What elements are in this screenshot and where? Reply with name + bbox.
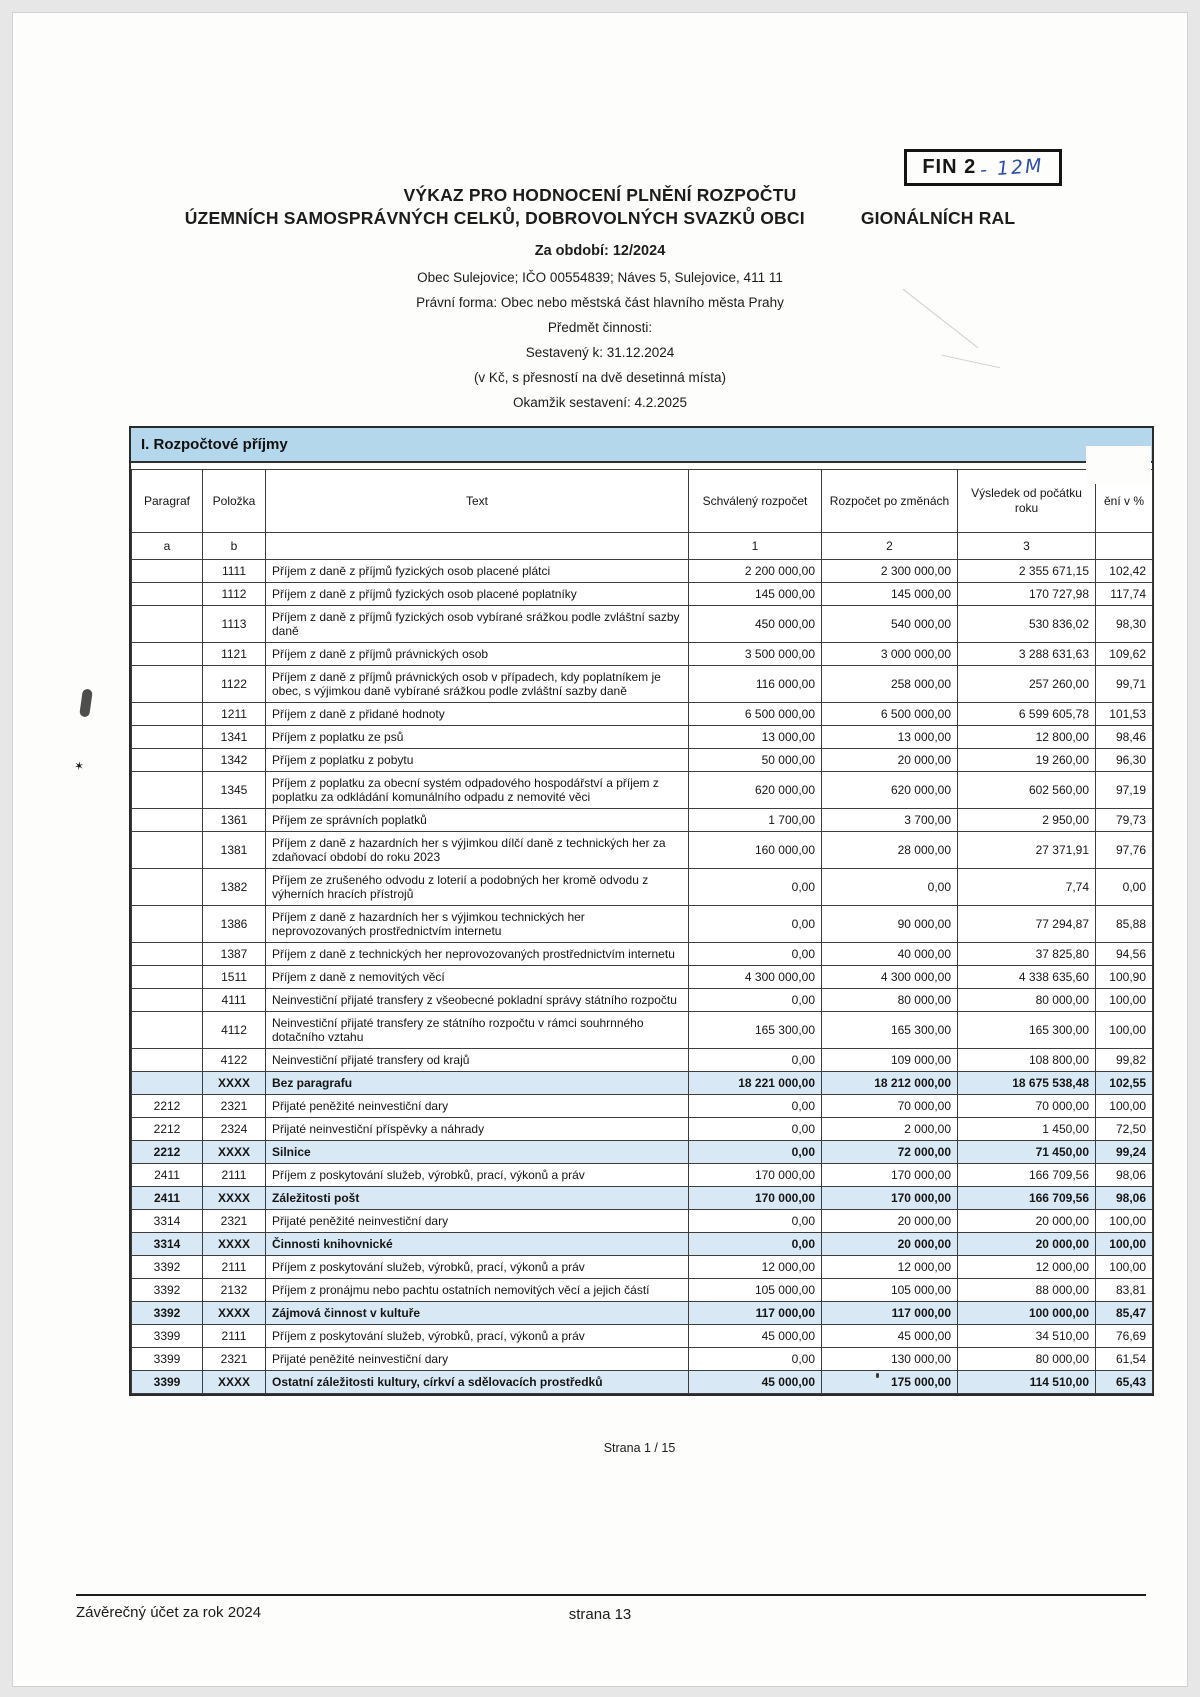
- cell-vysledek: 19 260,00: [958, 749, 1096, 772]
- cell-paragraf: 3392: [132, 1256, 203, 1279]
- cell-vysledek: 18 675 538,48: [958, 1072, 1096, 1095]
- cell-plneni-pct: 72,50: [1096, 1118, 1153, 1141]
- compilation-moment-line: Okamžik sestavení: 4.2.2025: [512, 395, 688, 410]
- report-title-line2: [13, 208, 1187, 229]
- cell-vysledek: 108 800,00: [958, 1049, 1096, 1072]
- cell-schvaleny: 0,00: [689, 906, 822, 943]
- cell-plneni-pct: 97,19: [1096, 772, 1153, 809]
- cell-plneni-pct: 85,47: [1096, 1302, 1153, 1325]
- cell-po-zmenach: 145 000,00: [822, 583, 958, 606]
- cell-schvaleny: 3 500 000,00: [689, 643, 822, 666]
- cell-vysledek: 34 510,00: [958, 1325, 1096, 1348]
- cell-plneni-pct: 100,00: [1096, 1210, 1153, 1233]
- rows-body: [132, 560, 1153, 1394]
- col-header-schvaleny-rozpocet: Schválený rozpočet: [689, 470, 822, 533]
- cell-po-zmenach: 70 000,00: [822, 1095, 958, 1118]
- cell-po-zmenach: 4 300 000,00: [822, 966, 958, 989]
- cell-plneni-pct: 97,76: [1096, 832, 1153, 869]
- table-row: [132, 1371, 1153, 1394]
- report-title-line1: VÝKAZ PRO HODNOCENÍ PLNĚNÍ ROZPOČTU: [403, 185, 797, 205]
- cell-polozka: 1511: [203, 966, 266, 989]
- footer-document-title: Závěrečný účet za rok 2024: [76, 1604, 262, 1621]
- cell-polozka: 1342: [203, 749, 266, 772]
- cell-vysledek: 20 000,00: [958, 1210, 1096, 1233]
- scan-artifact-handmark: ✶: [72, 758, 86, 774]
- cell-schvaleny: 2 200 000,00: [689, 560, 822, 583]
- table-row: [132, 749, 1153, 772]
- cell-text: Příjem z poplatku za obecní systém odpadového hospodářství a příjem z poplatku za odkládání komunálního odpadu z nemovité věci: [266, 772, 689, 809]
- cell-polozka: 4112: [203, 1012, 266, 1049]
- cell-paragraf: [132, 1049, 203, 1072]
- cell-polozka: XXXX: [203, 1371, 266, 1394]
- cell-paragraf: [132, 966, 203, 989]
- cell-polozka: 2111: [203, 1325, 266, 1348]
- cell-paragraf: 3392: [132, 1279, 203, 1302]
- cell-po-zmenach: 90 000,00: [822, 906, 958, 943]
- cell-po-zmenach: 20 000,00: [822, 1233, 958, 1256]
- cell-plneni-pct: 100,00: [1096, 1095, 1153, 1118]
- table-row: [132, 1164, 1153, 1187]
- cell-text: Neinvestiční přijaté transfery z všeobecné pokladní správy státního rozpočtu: [266, 989, 689, 1012]
- table-row: [132, 943, 1153, 966]
- cell-po-zmenach: 28 000,00: [822, 832, 958, 869]
- table-page-note: Strana 1 / 15: [603, 1441, 676, 1455]
- table-row: [132, 772, 1153, 809]
- cell-paragraf: [132, 560, 203, 583]
- cell-polozka: 1345: [203, 772, 266, 809]
- budget-revenues-table: [129, 426, 1154, 1396]
- cell-text: Příjem z daně z přidané hodnoty: [266, 703, 689, 726]
- precision-note-line: (v Kč, s přesností na dvě desetinná místa): [473, 370, 727, 385]
- cell-po-zmenach: 105 000,00: [822, 1279, 958, 1302]
- cell-schvaleny: 145 000,00: [689, 583, 822, 606]
- cell-po-zmenach: 2 300 000,00: [822, 560, 958, 583]
- cell-paragraf: [132, 1072, 203, 1095]
- cell-vysledek: 20 000,00: [958, 1233, 1096, 1256]
- cell-po-zmenach: 6 500 000,00: [822, 703, 958, 726]
- cell-polozka: 2321: [203, 1210, 266, 1233]
- cell-polozka: 1361: [203, 809, 266, 832]
- cell-paragraf: [132, 989, 203, 1012]
- cell-paragraf: [132, 869, 203, 906]
- cell-paragraf: [132, 772, 203, 809]
- cell-text: Neinvestiční přijaté transfery ze státního rozpočtu v rámci souhrnného dotačního vztahu: [266, 1012, 689, 1049]
- table-row: [132, 1141, 1153, 1164]
- cell-plneni-pct: 98,06: [1096, 1164, 1153, 1187]
- cell-plneni-pct: 85,88: [1096, 906, 1153, 943]
- cell-plneni-pct: 83,81: [1096, 1279, 1153, 1302]
- cell-plneni-pct: 117,74: [1096, 583, 1153, 606]
- cell-po-zmenach: 45 000,00: [822, 1325, 958, 1348]
- cell-text: Příjem z daně z nemovitých věcí: [266, 966, 689, 989]
- cell-vysledek: 37 825,80: [958, 943, 1096, 966]
- cell-plneni-pct: 101,53: [1096, 703, 1153, 726]
- cell-polozka: 1386: [203, 906, 266, 943]
- table-row: [132, 1210, 1153, 1233]
- report-title-line2-right: GIONÁLNÍCH RAL: [860, 208, 1016, 228]
- cell-po-zmenach: 117 000,00: [822, 1302, 958, 1325]
- cell-plneni-pct: 100,90: [1096, 966, 1153, 989]
- table-row: [132, 1187, 1153, 1210]
- table-row: [132, 1095, 1153, 1118]
- table-row: [132, 703, 1153, 726]
- cell-vysledek: 88 000,00: [958, 1279, 1096, 1302]
- cell-paragraf: [132, 749, 203, 772]
- cell-vysledek: 70 000,00: [958, 1095, 1096, 1118]
- cell-schvaleny: 0,00: [689, 943, 822, 966]
- cell-plneni-pct: 100,00: [1096, 1256, 1153, 1279]
- col-header-text: Text: [266, 470, 689, 533]
- scanned-page: [12, 12, 1188, 1687]
- cell-polozka: 2321: [203, 1348, 266, 1371]
- table-row: [132, 869, 1153, 906]
- cell-text: Příjem z pronájmu nebo pachtu ostatních nemovitých věcí a jejich částí: [266, 1279, 689, 1302]
- cell-schvaleny: 170 000,00: [689, 1164, 822, 1187]
- table-row: [132, 643, 1153, 666]
- cell-vysledek: 114 510,00: [958, 1371, 1096, 1394]
- cell-text: Příjem z poskytování služeb, výrobků, prací, výkonů a práv: [266, 1256, 689, 1279]
- cell-vysledek: 27 371,91: [958, 832, 1096, 869]
- cell-vysledek: 12 000,00: [958, 1256, 1096, 1279]
- cell-schvaleny: 160 000,00: [689, 832, 822, 869]
- cell-plneni-pct: 98,46: [1096, 726, 1153, 749]
- cell-po-zmenach: 258 000,00: [822, 666, 958, 703]
- cell-po-zmenach: 170 000,00: [822, 1164, 958, 1187]
- compiled-date-line: Sestavený k: 31.12.2024: [525, 345, 675, 360]
- cell-polozka: 1122: [203, 666, 266, 703]
- cell-paragraf: 3399: [132, 1325, 203, 1348]
- cell-vysledek: 170 727,98: [958, 583, 1096, 606]
- cell-po-zmenach: 130 000,00: [822, 1348, 958, 1371]
- table-row: [132, 1233, 1153, 1256]
- col-header-plneni-pct: ění v %: [1096, 470, 1153, 533]
- cell-vysledek: 166 709,56: [958, 1187, 1096, 1210]
- cell-polozka: 2321: [203, 1095, 266, 1118]
- col-header-rozpocet-po-zmenach: Rozpočet po změnách: [822, 470, 958, 533]
- col-index-3: 3: [958, 533, 1096, 560]
- cell-text: Přijaté peněžité neinvestiční dary: [266, 1210, 689, 1233]
- table-row: [132, 1325, 1153, 1348]
- cell-vysledek: 165 300,00: [958, 1012, 1096, 1049]
- cell-paragraf: [132, 1012, 203, 1049]
- cell-text: Činnosti knihovnické: [266, 1233, 689, 1256]
- cell-text: Příjem ze zrušeného odvodu z loterií a podobných her kromě odvodu z výherních hracích přístrojů: [266, 869, 689, 906]
- cell-po-zmenach: 40 000,00: [822, 943, 958, 966]
- cell-po-zmenach: 0,00: [822, 869, 958, 906]
- scan-artifact-ink-smudge: [79, 688, 93, 717]
- cell-paragraf: 2212: [132, 1095, 203, 1118]
- table-row: [132, 606, 1153, 643]
- column-index-row: [132, 533, 1153, 560]
- cell-polozka: 1113: [203, 606, 266, 643]
- cell-polozka: 1121: [203, 643, 266, 666]
- cell-plneni-pct: 99,71: [1096, 666, 1153, 703]
- cell-po-zmenach: 18 212 000,00: [822, 1072, 958, 1095]
- footer-page-number: strana 13: [568, 1606, 632, 1623]
- cell-polozka: 4122: [203, 1049, 266, 1072]
- organization-line: Obec Sulejovice; IČO 00554839; Náves 5, Sulejovice, 411 11: [417, 270, 783, 285]
- cell-paragraf: 3314: [132, 1233, 203, 1256]
- cell-paragraf: [132, 726, 203, 749]
- cell-plneni-pct: 99,82: [1096, 1049, 1153, 1072]
- cell-text: Příjem z daně z příjmů právnických osob: [266, 643, 689, 666]
- cell-schvaleny: 6 500 000,00: [689, 703, 822, 726]
- cell-schvaleny: 50 000,00: [689, 749, 822, 772]
- cell-text: Příjem z poskytování služeb, výrobků, prací, výkonů a práv: [266, 1164, 689, 1187]
- cell-vysledek: 12 800,00: [958, 726, 1096, 749]
- cell-polozka: XXXX: [203, 1302, 266, 1325]
- cell-text: Příjem z poskytování služeb, výrobků, prací, výkonů a práv: [266, 1325, 689, 1348]
- cell-plneni-pct: 96,30: [1096, 749, 1153, 772]
- cell-polozka: 1111: [203, 560, 266, 583]
- fin-form-stamp: [904, 149, 1062, 186]
- col-index-pct: [1096, 533, 1153, 560]
- table-row: [132, 666, 1153, 703]
- cell-plneni-pct: 0,00: [1096, 869, 1153, 906]
- cell-plneni-pct: 76,69: [1096, 1325, 1153, 1348]
- table-row: [132, 989, 1153, 1012]
- cell-vysledek: 77 294,87: [958, 906, 1096, 943]
- fin-stamp-handwritten-note: - 12M: [979, 154, 1045, 181]
- cell-vysledek: 257 260,00: [958, 666, 1096, 703]
- cell-plneni-pct: 98,06: [1096, 1187, 1153, 1210]
- cell-plneni-pct: 102,42: [1096, 560, 1153, 583]
- column-header-row: [132, 470, 1153, 533]
- cell-text: Příjem z daně z příjmů právnických osob v případech, kdy poplatníkem je obec, s výjimkou daně vybírané srážkou podle zvláštní sazby daně: [266, 666, 689, 703]
- cell-polozka: XXXX: [203, 1187, 266, 1210]
- cell-schvaleny: 18 221 000,00: [689, 1072, 822, 1095]
- cell-schvaleny: 0,00: [689, 1095, 822, 1118]
- cell-polozka: XXXX: [203, 1141, 266, 1164]
- cell-text: Silnice: [266, 1141, 689, 1164]
- fin-stamp-printed-label: FIN 2: [922, 156, 977, 178]
- section-title: I. Rozpočtové příjmy: [131, 428, 1152, 463]
- cell-polozka: 2132: [203, 1279, 266, 1302]
- cell-text: Příjem z daně z hazardních her s výjimkou dílčí daně z technických her za zdaňovací období do roku 2023: [266, 832, 689, 869]
- cell-text: Příjem z daně z hazardních her s výjimkou technických her neprovozovaných prostřednictvím internetu: [266, 906, 689, 943]
- cell-vysledek: 80 000,00: [958, 1348, 1096, 1371]
- cell-text: Příjem z poplatku z pobytu: [266, 749, 689, 772]
- cell-po-zmenach: 540 000,00: [822, 606, 958, 643]
- cell-text: Příjem ze správních poplatků: [266, 809, 689, 832]
- cell-vysledek: 4 338 635,60: [958, 966, 1096, 989]
- report-period: Za období: 12/2024: [534, 243, 666, 259]
- cell-paragraf: 2212: [132, 1141, 203, 1164]
- cell-schvaleny: 0,00: [689, 989, 822, 1012]
- col-index-2: 2: [822, 533, 958, 560]
- cell-schvaleny: 13 000,00: [689, 726, 822, 749]
- cell-vysledek: 2 355 671,15: [958, 560, 1096, 583]
- cell-schvaleny: 450 000,00: [689, 606, 822, 643]
- col-index-b: b: [203, 533, 266, 560]
- cell-schvaleny: 45 000,00: [689, 1325, 822, 1348]
- col-header-vysledek: Výsledek od počátku roku: [958, 470, 1096, 533]
- table-row: [132, 906, 1153, 943]
- cell-polozka: 1341: [203, 726, 266, 749]
- cell-paragraf: 3399: [132, 1371, 203, 1394]
- cell-vysledek: 80 000,00: [958, 989, 1096, 1012]
- table-row: [132, 1049, 1153, 1072]
- cell-text: Příjem z daně z příjmů fyzických osob placené poplatníky: [266, 583, 689, 606]
- cell-paragraf: 3399: [132, 1348, 203, 1371]
- cell-paragraf: 3392: [132, 1302, 203, 1325]
- cell-schvaleny: 165 300,00: [689, 1012, 822, 1049]
- cell-po-zmenach: 12 000,00: [822, 1256, 958, 1279]
- cell-plneni-pct: 100,00: [1096, 1233, 1153, 1256]
- table-row: [132, 966, 1153, 989]
- cell-paragraf: [132, 809, 203, 832]
- cell-plneni-pct: 98,30: [1096, 606, 1153, 643]
- cell-vysledek: 602 560,00: [958, 772, 1096, 809]
- cell-vysledek: 7,74: [958, 869, 1096, 906]
- cell-plneni-pct: 65,43: [1096, 1371, 1153, 1394]
- cell-po-zmenach: 3 700,00: [822, 809, 958, 832]
- cell-schvaleny: 116 000,00: [689, 666, 822, 703]
- cell-schvaleny: 620 000,00: [689, 772, 822, 809]
- table-row: [132, 832, 1153, 869]
- cell-vysledek: 6 599 605,78: [958, 703, 1096, 726]
- cell-schvaleny: 0,00: [689, 1210, 822, 1233]
- legal-form-line: Právní forma: Obec nebo městská část hlavního města Prahy: [416, 295, 784, 310]
- cell-schvaleny: 4 300 000,00: [689, 966, 822, 989]
- cell-polozka: 1112: [203, 583, 266, 606]
- cell-vysledek: 166 709,56: [958, 1164, 1096, 1187]
- cell-paragraf: [132, 703, 203, 726]
- col-header-paragraf: Paragraf: [132, 470, 203, 533]
- cell-paragraf: [132, 606, 203, 643]
- cell-text: Přijaté neinvestiční příspěvky a náhrady: [266, 1118, 689, 1141]
- cell-paragraf: [132, 943, 203, 966]
- cell-schvaleny: 0,00: [689, 1049, 822, 1072]
- cell-paragraf: [132, 906, 203, 943]
- cell-po-zmenach: 20 000,00: [822, 1210, 958, 1233]
- cell-paragraf: [132, 666, 203, 703]
- table-row: [132, 809, 1153, 832]
- table-row: [132, 583, 1153, 606]
- cell-paragraf: [132, 643, 203, 666]
- cell-schvaleny: 45 000,00: [689, 1371, 822, 1394]
- cell-plneni-pct: 109,62: [1096, 643, 1153, 666]
- table-row: [132, 1348, 1153, 1371]
- cell-text: Ostatní záležitosti kultury, církví a sdělovacích prostředků: [266, 1371, 689, 1394]
- cell-schvaleny: 0,00: [689, 869, 822, 906]
- table-row: [132, 1072, 1153, 1095]
- cell-schvaleny: 12 000,00: [689, 1256, 822, 1279]
- table-row: [132, 1256, 1153, 1279]
- cell-text: Přijaté peněžité neinvestiční dary: [266, 1095, 689, 1118]
- cell-po-zmenach: 3 000 000,00: [822, 643, 958, 666]
- cell-schvaleny: 0,00: [689, 1348, 822, 1371]
- cell-polozka: 1387: [203, 943, 266, 966]
- scan-artifact-speck: [876, 1373, 879, 1378]
- cell-paragraf: 2212: [132, 1118, 203, 1141]
- cell-plneni-pct: 79,73: [1096, 809, 1153, 832]
- cell-text: Příjem z daně z příjmů fyzických osob placené plátci: [266, 560, 689, 583]
- cell-schvaleny: 0,00: [689, 1141, 822, 1164]
- cell-plneni-pct: 99,24: [1096, 1141, 1153, 1164]
- cell-text: Příjem z poplatku ze psů: [266, 726, 689, 749]
- cell-schvaleny: 0,00: [689, 1233, 822, 1256]
- cell-polozka: 1381: [203, 832, 266, 869]
- col-index-1: 1: [689, 533, 822, 560]
- cell-text: Příjem z daně z technických her neprovozovaných prostřednictvím internetu: [266, 943, 689, 966]
- cell-schvaleny: 117 000,00: [689, 1302, 822, 1325]
- cell-vysledek: 2 950,00: [958, 809, 1096, 832]
- footer-divider: [76, 1594, 1146, 1596]
- cell-po-zmenach: 2 000,00: [822, 1118, 958, 1141]
- cell-text: Zájmová činnost v kultuře: [266, 1302, 689, 1325]
- table-row: [132, 726, 1153, 749]
- revenues-grid: [131, 469, 1153, 1394]
- cell-po-zmenach: 13 000,00: [822, 726, 958, 749]
- cell-po-zmenach: 620 000,00: [822, 772, 958, 809]
- cell-schvaleny: 0,00: [689, 1118, 822, 1141]
- cell-polozka: XXXX: [203, 1233, 266, 1256]
- cell-polozka: 2111: [203, 1164, 266, 1187]
- cell-paragraf: 3314: [132, 1210, 203, 1233]
- cell-plneni-pct: 100,00: [1096, 1012, 1153, 1049]
- cell-po-zmenach: 165 300,00: [822, 1012, 958, 1049]
- cell-po-zmenach: 170 000,00: [822, 1187, 958, 1210]
- table-row: [132, 560, 1153, 583]
- cell-schvaleny: 105 000,00: [689, 1279, 822, 1302]
- subject-line: Předmět činnosti:: [547, 320, 653, 335]
- cell-po-zmenach: 175 000,00: [822, 1371, 958, 1394]
- cell-vysledek: 1 450,00: [958, 1118, 1096, 1141]
- cell-vysledek: 530 836,02: [958, 606, 1096, 643]
- table-row: [132, 1012, 1153, 1049]
- cell-schvaleny: 1 700,00: [689, 809, 822, 832]
- cell-plneni-pct: 100,00: [1096, 989, 1153, 1012]
- cell-schvaleny: 170 000,00: [689, 1187, 822, 1210]
- cell-po-zmenach: 20 000,00: [822, 749, 958, 772]
- cell-po-zmenach: 109 000,00: [822, 1049, 958, 1072]
- cell-paragraf: 2411: [132, 1164, 203, 1187]
- cell-plneni-pct: 61,54: [1096, 1348, 1153, 1371]
- cell-text: Bez paragrafu: [266, 1072, 689, 1095]
- table-row: [132, 1279, 1153, 1302]
- cell-text: Příjem z daně z příjmů fyzických osob vybírané srážkou podle zvláštní sazby daně: [266, 606, 689, 643]
- cell-text: Záležitosti pošt: [266, 1187, 689, 1210]
- report-title-line2-left: ÚZEMNÍCH SAMOSPRÁVNÝCH CELKŮ, DOBROVOLNÝCH SVAZKŮ OBCI: [184, 208, 805, 228]
- cell-paragraf: [132, 832, 203, 869]
- cell-polozka: 1211: [203, 703, 266, 726]
- col-index-text: [266, 533, 689, 560]
- cell-vysledek: 3 288 631,63: [958, 643, 1096, 666]
- cell-text: Neinvestiční přijaté transfery od krajů: [266, 1049, 689, 1072]
- cell-plneni-pct: 102,55: [1096, 1072, 1153, 1095]
- table-row: [132, 1302, 1153, 1325]
- cell-paragraf: [132, 583, 203, 606]
- cell-vysledek: 100 000,00: [958, 1302, 1096, 1325]
- cell-po-zmenach: 72 000,00: [822, 1141, 958, 1164]
- cell-polozka: 2324: [203, 1118, 266, 1141]
- cell-text: Přijaté peněžité neinvestiční dary: [266, 1348, 689, 1371]
- cell-vysledek: 71 450,00: [958, 1141, 1096, 1164]
- cell-po-zmenach: 80 000,00: [822, 989, 958, 1012]
- scan-artifact-white-patch: [1086, 446, 1151, 484]
- cell-polozka: 1382: [203, 869, 266, 906]
- col-header-polozka: Položka: [203, 470, 266, 533]
- cell-polozka: 4111: [203, 989, 266, 1012]
- cell-paragraf: 2411: [132, 1187, 203, 1210]
- cell-polozka: XXXX: [203, 1072, 266, 1095]
- table-row: [132, 1118, 1153, 1141]
- cell-polozka: 2111: [203, 1256, 266, 1279]
- cell-plneni-pct: 94,56: [1096, 943, 1153, 966]
- col-index-a: a: [132, 533, 203, 560]
